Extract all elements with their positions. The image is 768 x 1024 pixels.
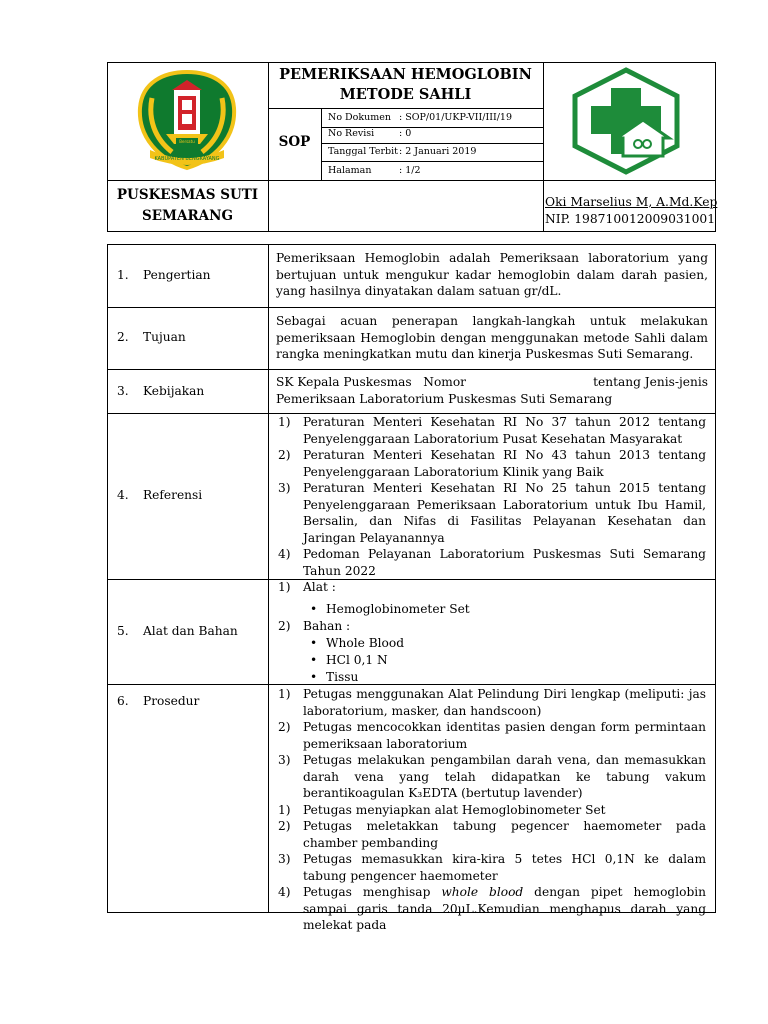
row-label: Tujuan: [143, 330, 186, 344]
header-divider: [543, 180, 716, 181]
meta-row-issue-date: [322, 142, 543, 162]
item-text: Pedoman Pelayanan Laboratorium Puskesmas Suti Semarang Tahun 2022: [303, 547, 706, 578]
signer-name: Oki Marselius M, A.Md.Kep: [545, 195, 718, 209]
prosedur-step: [276, 719, 706, 752]
kebijakan-line1-start: SK Kepala Puskesmas Nomor: [276, 375, 467, 389]
row-label: Kebijakan: [143, 384, 205, 398]
row-number: 1.: [117, 268, 129, 282]
step-text: Petugas menggunakan Alat Pelindung Diri lengkap (meliputi: jas laboratorium, masker, dan handscoon): [303, 687, 706, 718]
organization-name-line2: SEMARANG: [141, 208, 234, 224]
bahan-label: Bahan :: [303, 619, 351, 633]
header-divider: [543, 62, 544, 232]
step-number: 1): [278, 687, 291, 701]
item-text: Peraturan Menteri Kesehatan RI No 25 tahun 2015 tentang Penyelenggaraan Pemeriksaan Laboratorium untuk Ibu Hamil, Bersalin, dan Nifas di Fasilitas Pelayanan Kesehatan dan Jaringan Pelayanannya: [303, 481, 706, 545]
row-label: Prosedur: [143, 694, 200, 708]
referensi-item: [276, 480, 706, 546]
meta-label: No Dokumen: [328, 112, 392, 123]
step-text: Petugas melakukan pengambilan darah vena, dan memasukkan darah vena yang telah didapatkan ke tabung vakum berantikoagulan K₃EDTA (bertutup lavender): [303, 753, 706, 800]
step-number: 3): [278, 852, 291, 866]
meta-label: No Revisi: [328, 128, 375, 139]
puskesmas-logo: [567, 66, 685, 176]
alat-items: [300, 601, 706, 618]
item-number: 2): [278, 619, 291, 633]
referensi-list: [276, 414, 706, 579]
meta-label: Halaman: [328, 165, 372, 176]
kebijakan-line2: Pemeriksaan Laboratorium Puskesmas Suti Semarang: [276, 391, 613, 406]
step-text-emphasis: whole blood: [441, 885, 524, 899]
referensi-item: [276, 414, 706, 447]
step-number: 2): [278, 819, 291, 833]
prosedur-step: [276, 851, 706, 884]
row-label: Referensi: [143, 488, 203, 502]
meta-value: : SOP/01/UKP-VII/III/19: [399, 112, 513, 123]
meta-value: : 1/2: [399, 165, 421, 176]
bahan-items: [300, 635, 706, 686]
meta-block: [321, 108, 543, 180]
step-text-pre: Petugas menghisap: [303, 885, 442, 899]
kabupaten-logo: [132, 68, 242, 172]
organization-name: [107, 185, 268, 227]
alat-heading: [276, 579, 706, 596]
step-text-post: dengan pipet hemoglobin sampai garis tanda 20µL.Kemudian menghapus darah yang melekat pada: [303, 885, 707, 932]
prosedur-step: [276, 802, 706, 819]
row-number: 2.: [117, 330, 129, 344]
step-number: 2): [278, 720, 291, 734]
step-text: Petugas mencocokkan identitas pasien dengan form permintaan pemeriksaan laboratorium: [303, 720, 706, 751]
row-prosedur: [107, 684, 268, 913]
item-number: 4): [278, 547, 291, 561]
row-number: 5.: [117, 624, 129, 638]
alat-label: Alat :: [303, 580, 336, 594]
meta-row-revision: [322, 124, 543, 144]
referensi-item: [276, 546, 706, 579]
item-number: 1): [278, 580, 291, 594]
step-text: Petugas meletakkan tabung pegencer haemometer pada chamber pembanding: [303, 819, 706, 850]
kebijakan-line1: [276, 374, 708, 391]
row-number: 6.: [117, 694, 129, 708]
row-tujuan: [107, 307, 268, 369]
alat-item: • Hemoglobinometer Set: [300, 601, 706, 618]
organization-name-line1: PUSKESMAS SUTI: [116, 187, 259, 203]
row-number: 4.: [117, 488, 129, 502]
kebijakan-line1-end: tentang Jenis-jenis: [593, 375, 708, 389]
meta-value: : 2 Januari 2019: [399, 146, 477, 157]
step-number: 1): [278, 802, 291, 817]
item-number: 1): [278, 415, 291, 429]
row-label: Alat dan Bahan: [143, 624, 238, 638]
prosedur-step: [276, 752, 706, 802]
alat-bahan-list: [276, 579, 706, 686]
row-referensi: [107, 413, 268, 579]
bahan-item: • Tissu: [300, 669, 706, 686]
step-text: Petugas memasukkan kira-kira 5 tetes HCl 0,1N ke dalam tabung pengencer haemometer: [303, 852, 706, 883]
row-label: Pengertian: [143, 268, 211, 282]
header-divider: [107, 180, 268, 181]
row-pengertian: [107, 244, 268, 307]
step-number: 4): [278, 885, 291, 899]
step-text: Petugas menyiapkan alat Hemoglobinometer Set: [303, 802, 606, 817]
prosedur-list: [276, 686, 707, 932]
signer-nip: NIP. 198710012009031001: [545, 212, 716, 226]
item-number: 3): [278, 481, 291, 495]
bahan-item: • Whole Blood: [300, 635, 706, 652]
referensi-item: [276, 447, 706, 480]
logo-motto-text: Bersatu: [179, 139, 195, 144]
meta-row-page: [322, 161, 543, 180]
header-divider: [268, 180, 543, 181]
sop-label: SOP: [278, 134, 311, 150]
document-title-line2: METODE SAHLI: [339, 86, 472, 103]
meta-label: Tanggal Terbit: [328, 146, 398, 157]
bahan-heading: [276, 618, 706, 635]
item-text: Peraturan Menteri Kesehatan RI No 37 tahun 2012 tentang Penyelenggaraan Laboratorium Pusat Kesehatan Masyarakat: [303, 415, 706, 446]
kebijakan-text: [276, 374, 708, 407]
row-number: 3.: [117, 384, 129, 398]
prosedur-step: [276, 686, 706, 719]
logo-banner-text: KABUPATEN BENGKAYANG: [154, 156, 220, 162]
tujuan-text: Sebagai acuan penerapan langkah-langkah untuk melakukan pemeriksaan Hemoglobin dengan menggunakan metode Sahli dalam rangka meningkatkan mutu dan kinerja Puskesmas Suti Semarang.: [276, 314, 708, 361]
bahan-item: • HCl 0,1 N: [300, 652, 706, 669]
row-kebijakan: [107, 369, 268, 413]
prosedur-step: [276, 884, 706, 934]
document-title-line1: PEMERIKSAAN HEMOGLOBIN: [279, 66, 532, 83]
pengertian-text: Pemeriksaan Hemoglobin adalah Pemeriksaan laboratorium yang bertujuan untuk mengukur kadar hemoglobin dalam darah pasien, yang hasilnya dinyatakan dalam satuan gr/dL.: [276, 251, 708, 298]
item-text: Peraturan Menteri Kesehatan RI No 43 tahun 2013 tentang Penyelenggaraan Laboratorium Klinik yang Baik: [303, 448, 706, 479]
item-number: 2): [278, 448, 291, 462]
meta-value: : 0: [399, 128, 412, 139]
prosedur-step: [276, 818, 706, 851]
step-number: 3): [278, 753, 291, 767]
document-title: [268, 65, 543, 105]
row-alat-bahan: [107, 579, 268, 684]
signer-block: [545, 194, 717, 228]
